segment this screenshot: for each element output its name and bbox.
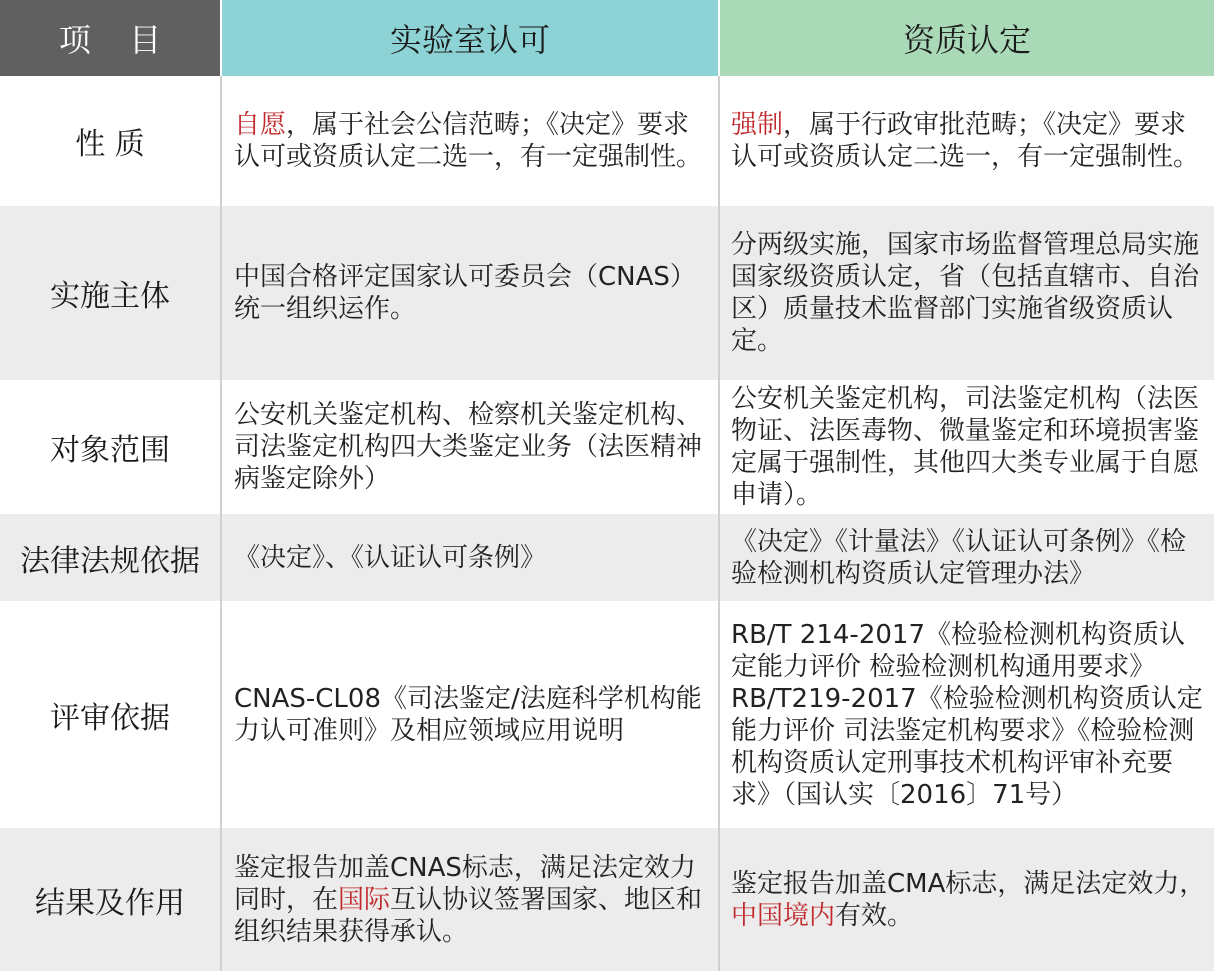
cell-nature-qual: [718, 76, 1214, 206]
cell-result-qual: [718, 828, 1214, 971]
cell-review-basis-lab: [220, 601, 718, 828]
row-label-nature: 性 质: [0, 76, 220, 206]
cell-text: 有效。: [835, 900, 914, 931]
cell-review-basis-qual: [718, 601, 1214, 828]
cell-text: 公安机关鉴定机构、检察机关鉴定机构、司法鉴定机构四大类鉴定业务（法医精神病鉴定除外）: [234, 400, 703, 494]
highlight-voluntary: 自愿: [234, 110, 287, 140]
cell-text: ，属于社会公信范畴；《决定》要求认可或资质认定二选一，有一定强制性。: [234, 110, 703, 172]
cell-scope-lab: [220, 380, 718, 514]
cell-text: 中国合格评定国家认可委员会（CNAS）统一组织运作。: [234, 262, 696, 324]
highlight-international: 国际: [338, 884, 391, 915]
row-label-legal-basis: 法律法规依据: [0, 514, 220, 601]
cell-result-lab: [220, 828, 718, 971]
cell-text: 鉴定报告加盖CNAS标志，满足法定效力同时，在: [234, 852, 696, 915]
cell-text: 分两级实施，国家市场监督管理总局实施国家级资质认定，省（包括直辖市、自治区）质量技术监督部门实施省级资质认定。: [731, 230, 1200, 356]
header-lab-accreditation: 实验室认可: [220, 0, 718, 76]
cell-text: 《决定》、《认证认可条例》: [234, 542, 547, 573]
header-qualification: 资质认定: [718, 0, 1214, 76]
highlight-domestic: 中国境内: [731, 900, 836, 931]
row-label-review-basis: 评审依据: [0, 601, 220, 828]
cell-text: 公安机关鉴定机构，司法鉴定机构（法医物证、法医毒物、微量鉴定和环境损害鉴定属于强制性，其他四大类专业属于自愿申请）。: [731, 384, 1200, 510]
highlight-mandatory: 强制: [731, 110, 784, 140]
cell-implementer-lab: [220, 206, 718, 380]
cell-implementer-qual: [718, 206, 1214, 380]
cell-text: 《决定》《计量法》《认证认可条例》《检验检测机构资质认定管理办法》: [731, 526, 1187, 589]
cell-text: CNAS-CL08《司法鉴定/法庭科学机构能力认可准则》及相应领域应用说明: [234, 683, 702, 746]
cell-text: ，属于行政审批范畴；《决定》要求认可或资质认定二选一，有一定强制性。: [731, 110, 1200, 172]
cell-scope-qual: [718, 380, 1214, 514]
header-item: 项 目: [0, 0, 220, 76]
cell-legal-basis-qual: [718, 514, 1214, 601]
row-label-scope: 对象范围: [0, 380, 220, 514]
cell-text: 鉴定报告加盖CMA标志，满足法定效力，: [731, 868, 1206, 899]
cell-text: RB/T 214-2017《检验检测机构资质认定能力评价 检验检测机构通用要求》RB/T219-2017《检验检测机构资质认定能力评价 司法鉴定机构要求》《检验检测机构资质认定刑事技术机构评审补充要求》（国认实〔2016〕71号）: [731, 619, 1203, 810]
row-label-implementer: 实施主体: [0, 206, 220, 380]
cell-legal-basis-lab: [220, 514, 718, 601]
row-label-result: 结果及作用: [0, 828, 220, 971]
cell-text: 互认协议签署国家、地区和组织结果获得承认。: [234, 884, 703, 947]
cell-nature-lab: [220, 76, 718, 206]
